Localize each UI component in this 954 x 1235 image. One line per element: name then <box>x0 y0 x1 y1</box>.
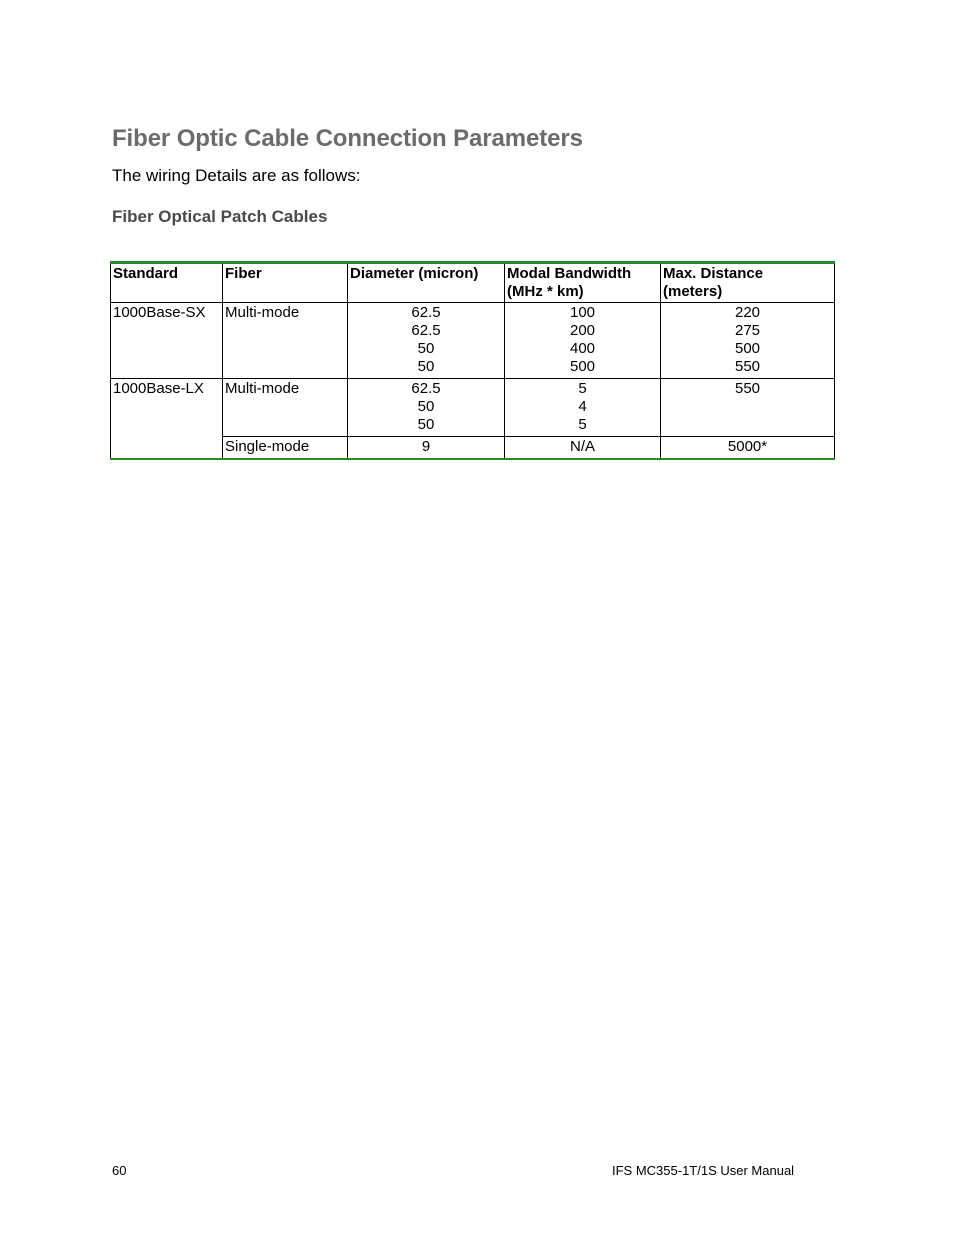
header-distance-line1: Max. Distance <box>663 265 764 282</box>
cell-fiber: Multi-mode <box>223 303 348 379</box>
bandwidth-value: 100 <box>569 304 596 321</box>
manual-title: IFS MC355-1T/1S User Manual <box>612 1163 795 1178</box>
diameter-value: 50 <box>417 358 435 375</box>
diameter-value: 50 <box>417 416 435 433</box>
header-standard: Standard <box>111 263 223 303</box>
distance-value: 500 <box>734 340 761 357</box>
header-bandwidth <box>505 263 661 303</box>
table-row <box>111 379 835 437</box>
intro-text: The wiring Details are as follows: <box>112 166 361 185</box>
cell-bandwidth <box>505 303 661 379</box>
cell-fiber: Multi-mode <box>223 379 348 437</box>
distance-value: 275 <box>734 322 761 339</box>
header-distance-line2: (meters) <box>663 283 723 300</box>
table-row <box>111 303 835 379</box>
bandwidth-value: 5 <box>578 416 587 433</box>
cell-distance: 5000* <box>661 437 835 460</box>
table-header-row <box>111 263 835 303</box>
diameter-value: 50 <box>417 340 435 357</box>
cell-distance <box>661 303 835 379</box>
distance-value: 550 <box>734 380 761 397</box>
cell-bandwidth <box>505 379 661 437</box>
cell-bandwidth: N/A <box>505 437 661 460</box>
cell-diameter <box>348 379 505 437</box>
bandwidth-value: 5 <box>578 380 587 397</box>
diameter-value: 62.5 <box>411 380 441 397</box>
cell-fiber: Single-mode <box>223 437 348 460</box>
cell-diameter <box>348 303 505 379</box>
header-fiber: Fiber <box>223 263 348 303</box>
bandwidth-value: 4 <box>578 398 587 415</box>
diameter-value: 62.5 <box>411 304 441 321</box>
section-heading: Fiber Optical Patch Cables <box>112 207 328 226</box>
cell-standard: 1000Base-SX <box>111 303 223 379</box>
distance-value: 550 <box>734 358 761 375</box>
diameter-value: 62.5 <box>411 322 441 339</box>
cell-distance <box>661 379 835 437</box>
bandwidth-value: 500 <box>569 358 596 375</box>
page-number: 60 <box>112 1163 127 1178</box>
header-bandwidth-line1: Modal Bandwidth <box>507 265 632 282</box>
fiber-cable-table <box>110 261 835 460</box>
header-distance <box>661 263 835 303</box>
bandwidth-value: 200 <box>569 322 596 339</box>
diameter-value: 50 <box>417 398 435 415</box>
page-title: Fiber Optic Cable Connection Parameters <box>112 125 583 152</box>
cell-diameter: 9 <box>348 437 505 460</box>
cell-standard: 1000Base-LX <box>111 379 223 460</box>
header-bandwidth-line2: (MHz * km) <box>507 283 584 300</box>
distance-value: 220 <box>734 304 761 321</box>
header-diameter: Diameter (micron) <box>348 263 505 303</box>
bandwidth-value: 400 <box>569 340 596 357</box>
